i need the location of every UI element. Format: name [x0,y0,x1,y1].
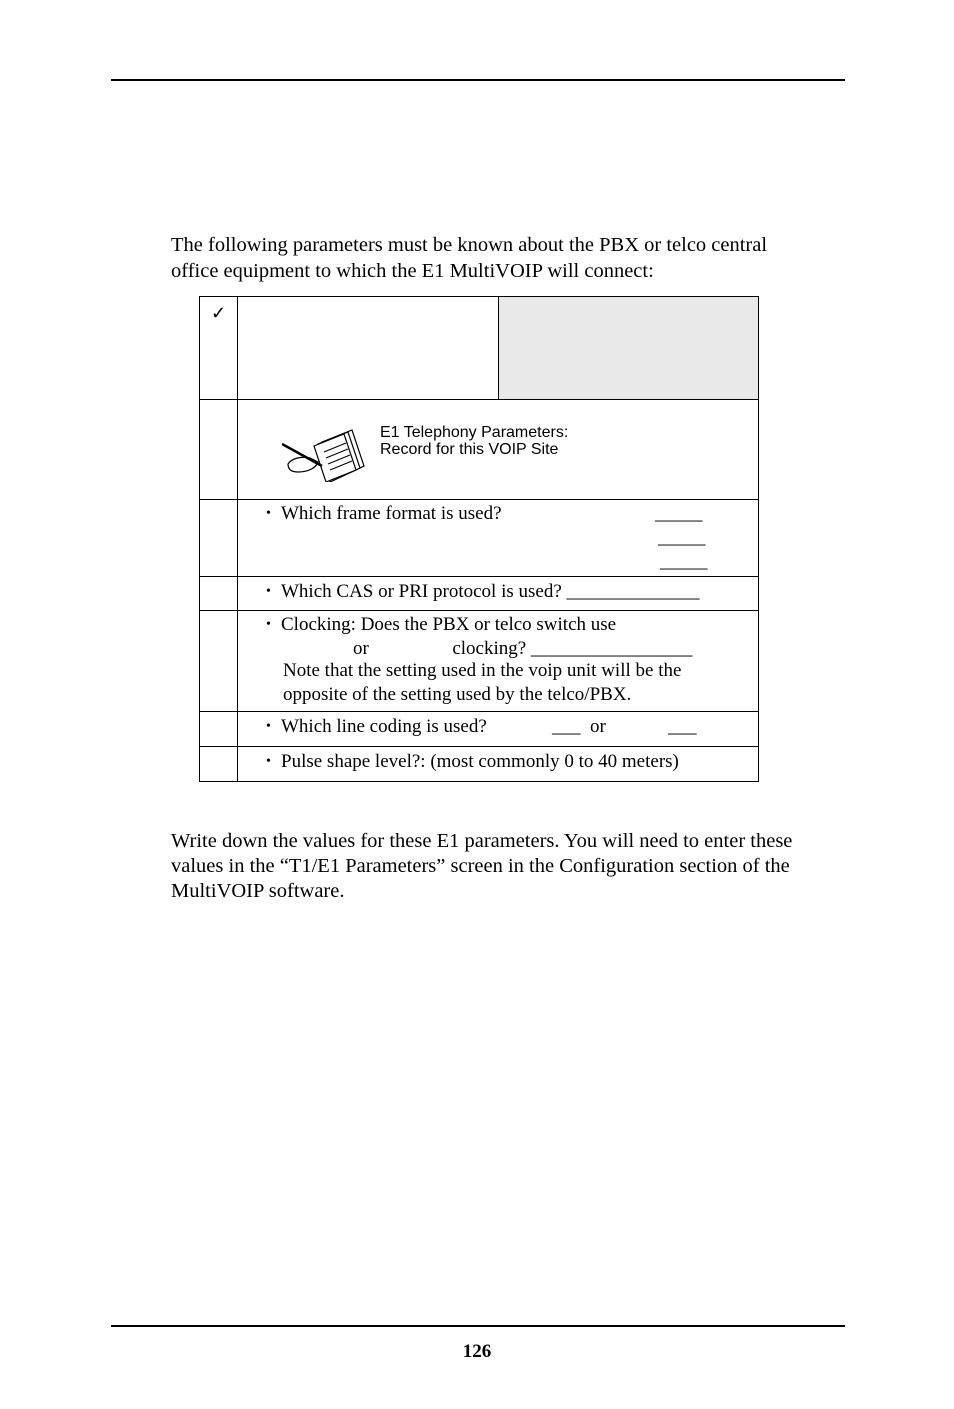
check-cell [200,611,238,712]
checkmark-icon: ✓ [210,303,227,323]
header-blank-cell [238,297,499,400]
check-cell [200,400,238,500]
clocking-answer: clocking? _________________ [452,638,693,659]
clocking-or: or [353,638,369,659]
top-rule [111,79,845,81]
intro-paragraph: The following parameters must be known about the PBX or telco central office equipment to which the E1 MultiVOIP will connect: [171,234,768,282]
bullet-icon: • [266,719,271,734]
clocking-note-line1: Note that the setting used in the voip unit will be the [283,660,682,681]
line-coding-blank: ___ [552,716,581,737]
frame-format-blank: _____ [658,527,706,548]
check-cell [200,577,238,611]
clocking-question: Clocking: Does the PBX or telco switch use [281,614,617,635]
header-shaded-cell [499,297,759,400]
clocking-note-line2: opposite of the setting used by the telco/PBX. [283,684,632,705]
frame-format-question: Which frame format is used? [281,503,502,524]
check-cell [200,747,238,782]
bullet-icon: • [266,584,271,599]
notepad-pen-icon [282,426,368,482]
banner-row [200,400,759,500]
check-cell [200,712,238,747]
frame-format-blank: _____ [655,503,703,524]
e1-parameters-table [199,296,759,782]
page-number: 126 [462,1341,492,1362]
bullet-icon: • [266,754,271,769]
bullet-icon: • [266,506,271,521]
line-coding-question: Which line coding is used? [281,716,487,737]
pulse-shape-row [200,747,759,782]
line-coding-row [200,712,759,747]
line-coding-blank: ___ [668,716,697,737]
bottom-rule [111,1325,845,1327]
clocking-note [237,659,757,707]
banner-line1: E1 Telephony Parameters: [380,424,569,441]
check-column-header [200,297,238,400]
cas-pri-row [200,577,759,611]
outro-paragraph: Write down the values for these E1 parameters. You will need to enter these values in the “T1/E1 Parameters” screen in the Configuration section of the MultiVOIP software. [171,830,793,902]
check-cell [200,500,238,577]
table-header-row [200,297,759,400]
bullet-icon: • [266,617,271,632]
frame-format-row [200,500,759,577]
line-coding-or: or [590,716,606,737]
banner-cell [238,400,759,500]
cas-pri-question: Which CAS or PRI protocol is used? ______________ [281,581,700,602]
banner-title [380,424,568,458]
pulse-shape-question: Pulse shape level?: (most commonly 0 to 40 meters) [281,751,679,772]
frame-format-blank: _____ [660,551,708,572]
banner-line2: Record for this VOIP Site [380,441,559,458]
